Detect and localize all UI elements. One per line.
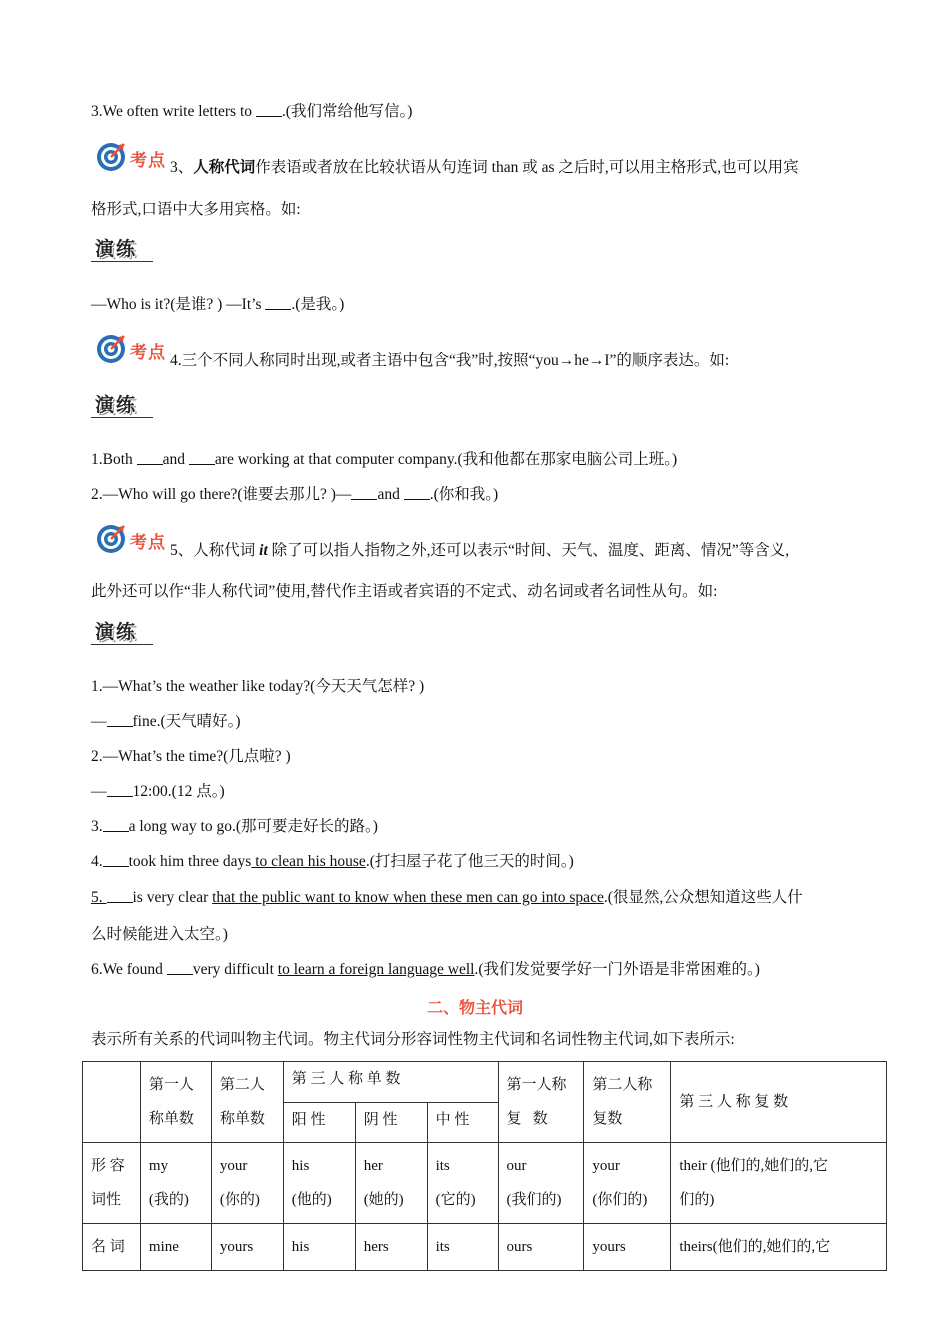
table-header-row — [83, 1062, 887, 1103]
answer-blank — [103, 817, 129, 832]
text: .(很显然,公众想知道这些人什 — [603, 889, 803, 906]
text: .(我们发觉要学好一门外语是非常困难的。) — [474, 961, 760, 978]
table-cell — [211, 1143, 283, 1224]
rule-line-continued: 格形式,口语中大多用宾格。如: — [91, 201, 301, 218]
practice-label: 演练 — [95, 621, 138, 643]
text: 1.Both — [91, 451, 137, 468]
cell-text: (他的) — [291, 1192, 332, 1208]
text: 6.We found — [91, 961, 167, 978]
underlined-text: that the public want to know when these men can go into space — [212, 889, 604, 906]
exercise-line: 2.—What’s the time?(几点啦? ) — [91, 748, 291, 765]
target-icon — [96, 524, 126, 554]
text: fine.(天气晴好。) — [132, 713, 241, 730]
cell-text: (我的) — [148, 1192, 189, 1208]
table-cell: ours — [498, 1224, 584, 1271]
cell-text: 们的) — [679, 1192, 715, 1208]
cell-text: (你的) — [219, 1192, 260, 1208]
table-cell: mine — [140, 1224, 211, 1271]
kaodian-label: 考点 — [130, 151, 166, 171]
target-icon — [96, 142, 126, 172]
header-text: 第一人 — [148, 1077, 194, 1093]
label-text: 形 容 — [91, 1158, 125, 1174]
table-header-cell — [283, 1062, 498, 1103]
cell-text: (她的) — [363, 1192, 404, 1208]
yanlian-badge — [91, 616, 155, 648]
cell-text: your — [219, 1158, 248, 1174]
exercise-line — [91, 711, 241, 733]
exercise-line: 1.—What’s the weather like today?(今天天气怎样? ) — [91, 678, 425, 695]
exercise-line — [91, 781, 225, 803]
table-cell — [140, 1143, 211, 1224]
text: .(你和我。) — [429, 486, 499, 503]
table-cell: yours — [211, 1224, 283, 1271]
table-header-cell: 阳 性 — [283, 1102, 355, 1143]
header-text: 第 三 人 称 单 数 — [291, 1071, 401, 1087]
table-corner — [83, 1062, 141, 1143]
answer-blank — [167, 960, 193, 975]
table-cell — [427, 1143, 498, 1224]
answer-blank — [265, 295, 291, 310]
underlined-text: to clean his house — [251, 853, 366, 870]
header-text: 第二人称 — [592, 1077, 653, 1093]
section-intro: 表示所有关系的代词叫物主代词。物主代词分形容词性物主代词和名词性物主代词,如下表所示: — [91, 1031, 735, 1048]
answer-blank — [107, 782, 133, 797]
rule-line — [170, 157, 799, 179]
answer-blank — [189, 450, 215, 465]
rule-line-continued: 此外还可以作“非人称代词”使用,替代作主语或者宾语的不定式、动名词或者名词性从句。如: — [91, 583, 718, 600]
text: — — [91, 713, 107, 730]
cell-text: (你们的) — [592, 1192, 648, 1208]
cell-text: (它的) — [435, 1192, 476, 1208]
possessive-pronoun-table — [82, 1061, 887, 1271]
answer-blank — [256, 102, 282, 117]
cell-text: his — [291, 1158, 310, 1174]
text: 3、 — [170, 159, 194, 176]
table-header-cell: 阴 性 — [355, 1102, 427, 1143]
exercise-line — [91, 101, 412, 123]
cell-text: my — [148, 1158, 169, 1174]
label-text: 词性 — [91, 1192, 122, 1208]
text: very difficult — [192, 961, 278, 978]
text: is very clear — [132, 889, 213, 906]
text: 3.We often write letters to — [91, 103, 256, 120]
yanlian-badge — [91, 389, 155, 421]
exercise-line — [91, 294, 344, 316]
table-cell — [498, 1143, 584, 1224]
practice-label: 演练 — [95, 238, 138, 260]
cell-text: your — [592, 1158, 620, 1174]
row-label — [83, 1143, 141, 1224]
rule-line: 4.三个不同人称同时出现,或者主语中包含“我”时,按照“you→he→I”的顺序表达。如: — [170, 352, 730, 369]
table-header-cell — [140, 1062, 211, 1143]
underlined-text: 5. — [91, 889, 107, 906]
text: 12:00.(12 点。) — [132, 783, 225, 800]
answer-blank — [137, 450, 163, 465]
yanlian-badge — [91, 233, 155, 265]
table-cell — [584, 1143, 671, 1224]
text: .(是我。) — [291, 296, 345, 313]
text: are working at that computer company.(我和他都在那家电脑公司上班。) — [214, 451, 678, 468]
table-cell — [355, 1143, 427, 1224]
exercise-line — [91, 959, 760, 981]
exercise-line — [91, 887, 803, 909]
exercise-line: 3. a long way to go.(那可要走好长的路。) — [91, 818, 378, 835]
table-cell: hers — [355, 1224, 427, 1271]
header-text: 第 三 人 称 复 数 — [679, 1094, 789, 1110]
table-header-cell — [671, 1062, 887, 1143]
bold-italic-term: it — [259, 542, 268, 559]
table-cell — [671, 1143, 887, 1224]
kaodian-badge — [96, 140, 170, 176]
table-header-cell — [584, 1062, 671, 1143]
kaodian-label: 考点 — [130, 343, 166, 363]
header-text: 复 数 — [506, 1111, 548, 1127]
table-row — [83, 1143, 887, 1224]
answer-blank — [351, 485, 377, 500]
table-row — [83, 1224, 887, 1271]
exercise-line — [91, 851, 574, 873]
text: took him three days — [128, 853, 252, 870]
header-text: 第二人 — [219, 1077, 265, 1093]
answer-blank — [103, 852, 129, 867]
kaodian-label: 考点 — [130, 533, 166, 553]
text: .(我们常给他写信。) — [281, 103, 413, 120]
underlined-text: to learn a foreign language well — [277, 961, 475, 978]
table-cell: his — [283, 1224, 355, 1271]
row-label: 名 词 — [83, 1224, 141, 1271]
text: a long way to go.(那可要走好长的路。) — [128, 818, 378, 835]
text: 除了可以指人指物之外,还可以表示“时间、天气、温度、距离、情况”等含义, — [267, 542, 790, 559]
table-cell: yours — [584, 1224, 671, 1271]
header-text: 第一人称 — [506, 1077, 567, 1093]
table-cell: its — [427, 1224, 498, 1271]
answer-blank — [107, 888, 133, 903]
table-header-cell: 中 性 — [427, 1102, 498, 1143]
kaodian-badge — [96, 522, 170, 558]
section-title: 二、物主代词 — [426, 998, 523, 1017]
text: —Who is it?(是谁? ) —It’s — [91, 296, 266, 313]
text: .(打扫屋子花了他三天的时间。) — [365, 853, 574, 870]
answer-blank — [107, 712, 133, 727]
practice-label: 演练 — [95, 394, 138, 416]
table-cell — [283, 1143, 355, 1224]
table-cell: theirs(他们的,她们的,它 — [671, 1224, 887, 1271]
text: 作表语或者放在比较状语从句连词 than 或 as 之后时,可以用主格形式,也可以用宾 — [255, 159, 799, 176]
cell-text: (我们的) — [506, 1192, 562, 1208]
text: — — [91, 783, 107, 800]
kaodian-badge — [96, 332, 170, 368]
rule-line — [170, 540, 789, 562]
header-text: 称单数 — [148, 1111, 194, 1127]
answer-blank — [404, 485, 430, 500]
bold-term: 人称代词 — [193, 159, 256, 176]
text: and — [162, 451, 189, 468]
exercise-line-continued: 么时候能进入太空。) — [91, 926, 228, 943]
cell-text: her — [363, 1158, 383, 1174]
text: 4. — [91, 853, 103, 870]
table-header-cell — [498, 1062, 584, 1143]
target-icon — [96, 334, 126, 364]
exercise-line — [91, 449, 677, 471]
header-text: 复数 — [592, 1111, 623, 1127]
text: and — [377, 486, 404, 503]
text: 5、人称代词 — [170, 542, 260, 559]
table-header-cell — [211, 1062, 283, 1143]
cell-text: our — [506, 1158, 527, 1174]
cell-text: their (他们的,她们的,它 — [679, 1158, 829, 1174]
text: 2.—Who will go there?(谁要去那儿? )— — [91, 486, 352, 503]
header-text: 称单数 — [219, 1111, 265, 1127]
cell-text: its — [435, 1158, 450, 1174]
exercise-line — [91, 484, 498, 506]
